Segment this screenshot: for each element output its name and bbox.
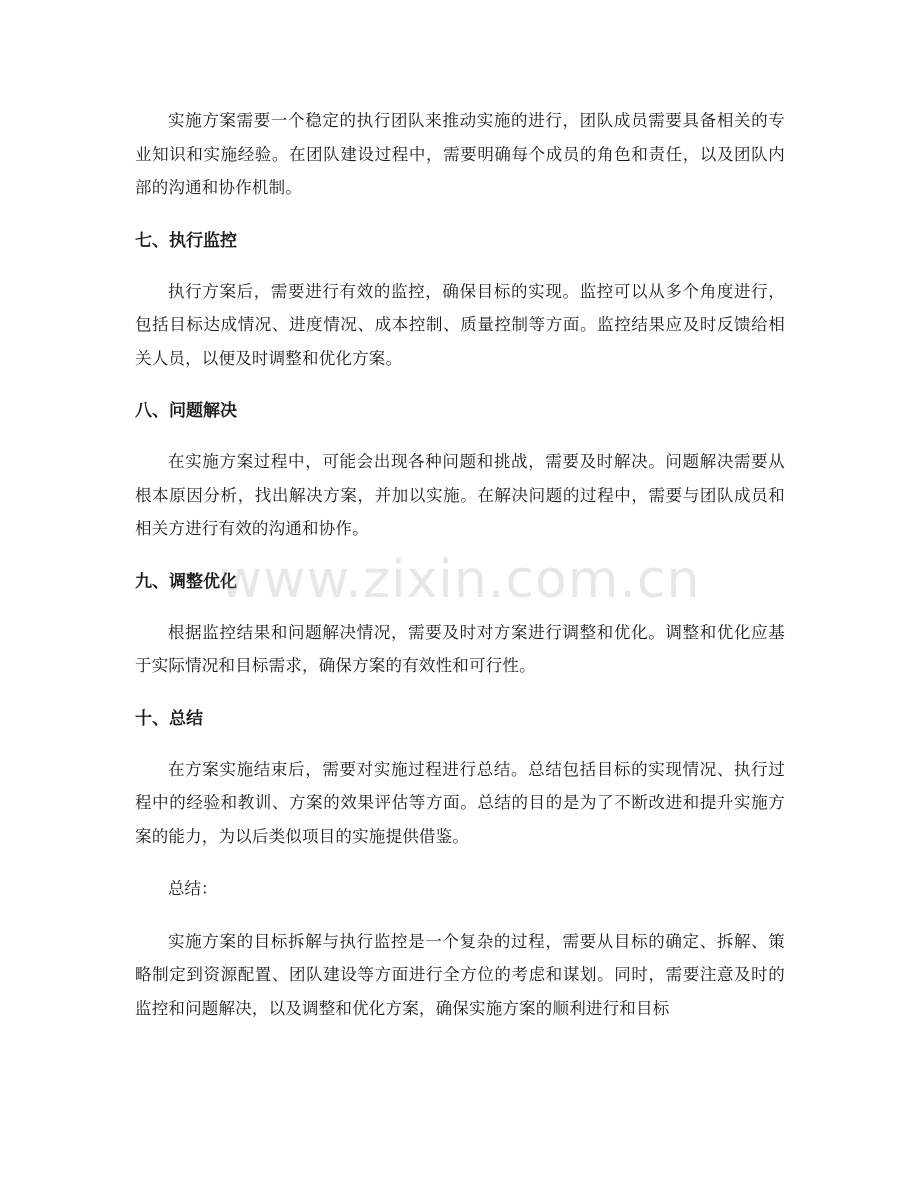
paragraph-summary: 在方案实施结束后，需要对实施过程进行总结。总结包括目标的实现情况、执行过程中的经验和教训、方案的效果评估等方面。总结的目的是为了不断改进和提升实施方案的能力，为以后类似项目的实施提供借鉴。 [135, 759, 785, 846]
watermark: www.zixin.com.cn [219, 550, 701, 610]
paragraph-problem-solving: 在实施方案过程中，可能会出现各种问题和挑战，需要及时解决。问题解决需要从根本原因分析，找出解决方案，并加以实施。在解决问题的过程中，需要与团队成员和相关方进行有效的沟通和协作。 [135, 452, 785, 538]
heading-adjust-optimize: 九、调整优化 [135, 571, 237, 592]
heading-problem-solving: 八、问题解决 [135, 401, 237, 421]
paragraph-conclusion: 实施方案的目标拆解与执行监控是一个复杂的过程，需要从目标的确定、拆解、策略制定到资源配置、团队建设等方面进行全方位的考虑和谋划。同时，需要注意及时的监控和问题解决，以及调整和优化方案，确保实施方案的顺利进行和目标 [135, 931, 785, 1018]
heading-execution-monitoring: 七、执行监控 [135, 230, 237, 251]
summary-label: 总结： [168, 879, 218, 898]
document-body [135, 104, 785, 1025]
paragraph-team-building: 实施方案需要一个稳定的执行团队来推动实施的进行，团队成员需要具备相关的专业知识和实施经验。在团队建设过程中，需要明确每个成员的角色和责任，以及团队内部的沟通和协作机制。 [135, 111, 785, 197]
paragraph-adjust-optimize: 根据监控结果和问题解决情况，需要及时对方案进行调整和优化。调整和优化应基于实际情况和目标需求，确保方案的有效性和可行性。 [135, 622, 785, 675]
heading-summary: 十、总结 [135, 708, 203, 729]
paragraph-execution-monitoring: 执行方案后，需要进行有效的监控，确保目标的实现。监控可以从多个角度进行，包括目标达成情况、进度情况、成本控制、质量控制等方面。监控结果应及时反馈给相关人员，以便及时调整和优化方案。 [135, 281, 785, 368]
